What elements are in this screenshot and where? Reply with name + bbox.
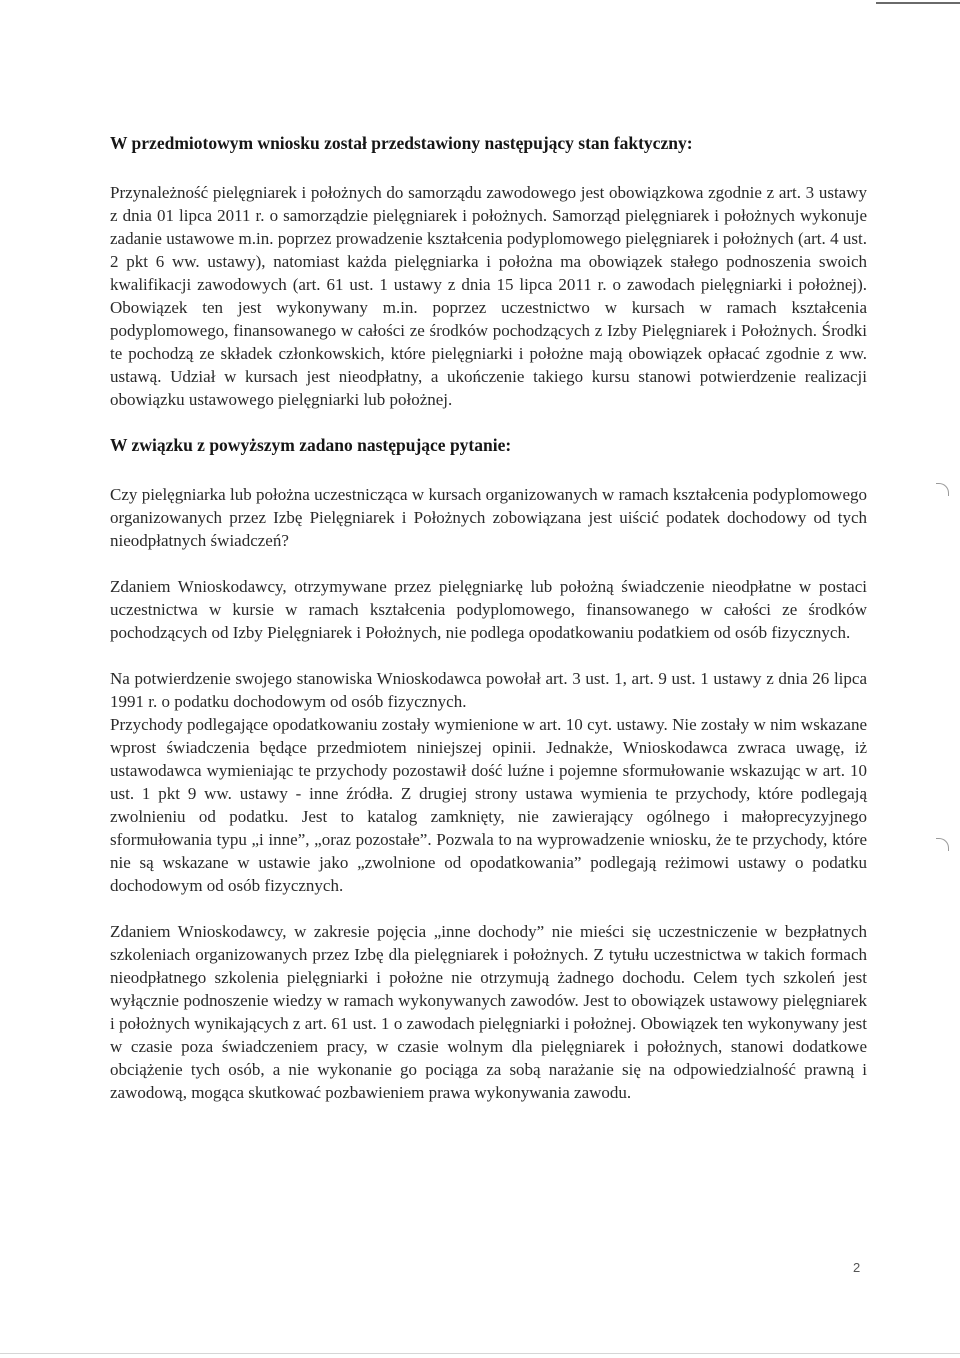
question-paragraph: Czy pielęgniarka lub położna uczestnicząca w kursach organizowanych w ramach kształcenia podyplomowego organizowanych przez Izbę Pielęgniarek i Położnych zobowiązana jest uiścić podatek dochodowy od tych nieodpłatnych świadczeń?: [110, 485, 867, 550]
applicant-position-paragraph: Zdaniem Wnioskodawcy, otrzymywane przez pielęgniarkę lub położną świadczenie nieodpłatne w postaci uczestnictwa w kursie w ramach kształcenia podyplomowego, finansowanego w całości ze środków pochodzących od Izby Pielęgniarek i Położnych, nie podlega opodatkowaniu podatkiem od osób fizycznych.: [110, 577, 867, 642]
scan-bottom-edge: [0, 1353, 960, 1354]
scan-edge-rule: [876, 2, 960, 4]
legal-basis-paragraph: Na potwierdzenie swojego stanowiska Wnioskodawca powołał art. 3 ust. 1, art. 9 ust. 1 ustawy z dnia 26 lipca 1991 r. o podatku dochodowym od osób fizycznych.: [110, 669, 867, 711]
taxable-income-paragraph: Przychody podlegające opodatkowaniu zostały wymienione w art. 10 cyt. ustawy. Nie zostały w nim wskazane wprost świadczenia będące przedmiotem niniejszej opinii. Jednakże, Wnioskodawca zwraca uwagę, iż ustawodawca wymieniając te przychody pozostawił dość luźne i pojemne sformułowanie wskazując w art. 10 ust. 1 pkt 9 ww. ustawy - inne źródła. Z drugiej strony ustawa wymienia te przychody, które podlegają zwolnieniu od podatku. Jest to katalog zamknięty, nie zawierający ogólnego i małoprecyzyjnego sformułowania typu „i inne”, „oraz pozostałe”. Pozwala to na wyprowadzenie wniosku, że te przychody, które nie są wskazane w ustawie jako „zwolnione od opodatkowania” podlegają reżimowi ustawy o podatku dochodowym od osób fizycznych.: [110, 715, 867, 895]
facts-paragraph: Przynależność pielęgniarek i położnych do samorządu zawodowego jest obowiązkowa zgodnie z art. 3 ustawy z dnia 01 lipca 2011 r. o samorządzie pielęgniarek i położnych. Samorząd pielęgniarek i położnych wykonuje zadanie ustawowe m.in. poprzez prowadzenie kształcenia podyplomowego pielęgniarek i położnych (art. 4 ust. 2 pkt 6 ww. ustawy), natomiast każda pielęgniarka i położna ma obowiązek stałego podnoszenia swoich kwalifikacji zawodowych (art. 61 ust. 1 ustawy z dnia 15 lipca 2011 r. o zawodach pielęgniarki i położnej). Obowiązek ten jest wykonywany m.in. poprzez uczestnictwo w kursach w ramach kształcenia podyplomowego, finansowanego w całości ze środków pochodzących z Izby Pielęgniarek i Położnych. Środki te pochodzą ze składek członkowskich, które pielęgniarki i położne mają obowiązek opłacać zgodnie z ww. ustawą. Udział w kursach jest nieodpłatny, a ukończenie takiego kursu stanowi potwierdzenie realizacji obowiązku ustawowego pielęgniarki lub położnej.: [110, 183, 867, 409]
question-heading: W związku z powyższym zadano następujące pytanie:: [110, 435, 512, 455]
facts-heading: W przedmiotowym wniosku został przedstawiony następujący stan faktyczny:: [110, 133, 693, 153]
other-income-paragraph: Zdaniem Wnioskodawcy, w zakresie pojęcia „inne dochody” nie mieści się uczestniczenie w bezpłatnych szkoleniach organizowanych przez Izbę dla pielęgniarek i położnych. Z tytułu uczestnictwa w takich formach nieodpłatnego szkolenia pielęgniarki i położne nie otrzymują żadnego dochodu. Celem tych szkoleń jest wyłącznie podnoszenie wiedzy w ramach wykonywanych zawodów. Jest to obowiązek ustawowy pielęgniarek i położnych wynikających z art. 61 ust. 1 o zawodach pielęgniarki i położnej. Obowiązek ten wykonywany jest w czasie poza świadczeniem pracy, w czasie wolnym dla pielęgniarek i położnych, stanowi dodatkowe obciążenie tych osób, a nie wykonanie go pociąga za sobą narażanie się na odpowiedzialność prawną i zawodową, mogąca skutkować pozbawieniem prawa wykonywania zawodu.: [110, 922, 867, 1102]
margin-hole-mark: [936, 483, 949, 496]
page-number: 2: [853, 1260, 861, 1275]
margin-hole-mark: [936, 838, 949, 851]
document-body: [110, 132, 867, 1127]
